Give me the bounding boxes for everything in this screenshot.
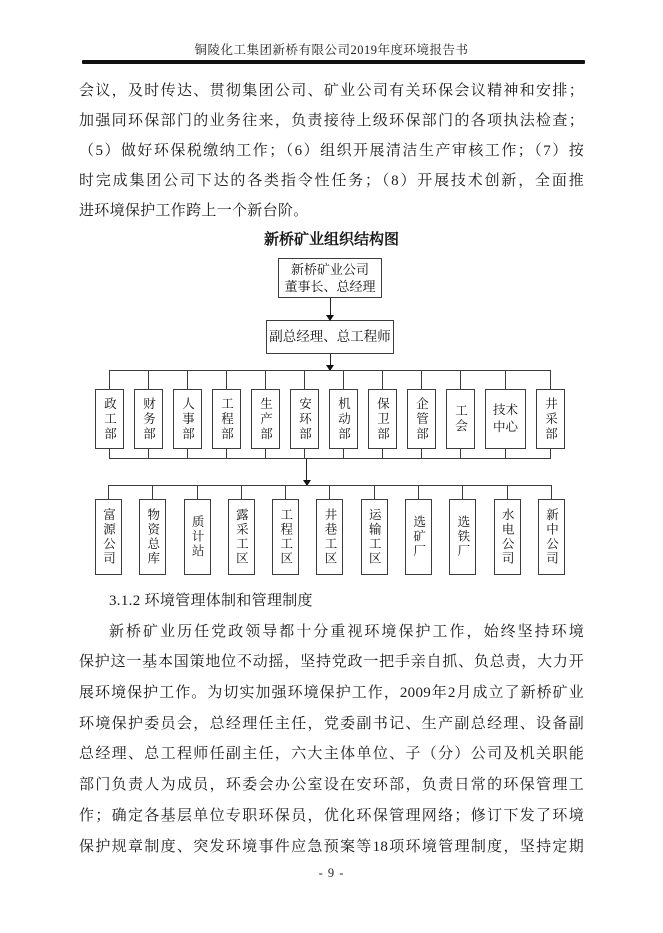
org-box-dept: 工程部 (212, 389, 241, 449)
org-box-unit: 新中公司 (538, 499, 565, 575)
connector-line (550, 370, 551, 389)
header-rule (82, 60, 585, 64)
connector-line (148, 449, 149, 459)
org-unit-cell (316, 485, 343, 575)
org-box-dept: 财务部 (134, 389, 163, 449)
connector-mid (95, 459, 565, 485)
connector-line (505, 370, 506, 389)
org-box-unit: 工程工区 (272, 499, 299, 575)
connector-line (285, 485, 286, 499)
down-arrow (330, 354, 331, 370)
connector-line (304, 370, 305, 389)
org-box-chairman-line1: 新桥矿业公司 (290, 262, 369, 277)
paragraph-line: 作；确定各基层单位专职环保员，优化环保管理网络；修订下发了环境 (79, 807, 584, 824)
connector-line (374, 485, 375, 499)
section-heading: 3.1.2 环境管理体制和管理制度 (109, 593, 313, 609)
connector-line (421, 370, 422, 389)
connector-line (197, 485, 198, 499)
connector-line (152, 485, 153, 499)
org-box-unit: 质计站 (184, 499, 211, 575)
section-312 (79, 586, 584, 862)
org-box-chairman (278, 258, 382, 298)
org-dept-cell (134, 370, 163, 459)
org-box-dept: 井采部 (536, 389, 565, 449)
paragraph-line: 保护这一基本国策地位不动摇，坚持党政一把手亲自抓、负总责，大力开 (79, 654, 584, 671)
org-dept-cell (251, 370, 280, 459)
connector-line (226, 370, 227, 389)
connector-line (382, 370, 383, 389)
org-box-dept: 政工部 (95, 389, 124, 449)
org-dept-cell (368, 370, 397, 459)
org-dept-cell (446, 370, 475, 459)
connector-line (343, 370, 344, 389)
paragraph-line: 部门负责人为成员，环委会办公室设在安环部，负责日常的环保管理工 (79, 777, 584, 794)
down-arrow (306, 459, 307, 485)
connector-line (460, 370, 461, 389)
org-chart-title: 新桥矿业组织结构图 (263, 231, 399, 248)
org-box-unit: 运输工区 (361, 499, 388, 575)
paragraph-line: 加强同环保部门的业务往来，负责接待上级环保部门的各项执法检查； (79, 113, 584, 129)
org-units-row (95, 485, 565, 575)
org-unit-cell (538, 485, 565, 575)
org-unit-cell (139, 485, 166, 575)
connector-line (460, 449, 461, 459)
connector-line (226, 449, 227, 459)
connector-line (343, 449, 344, 459)
connector-line (304, 449, 305, 459)
connector-line (382, 449, 383, 459)
org-box-dept: 保卫部 (368, 389, 397, 449)
connector-line (505, 449, 506, 459)
org-unit-cell (361, 485, 388, 575)
org-unit-cell (494, 485, 521, 575)
connector-line (187, 449, 188, 459)
org-dept-cell (212, 370, 241, 459)
connector-line (507, 485, 508, 499)
org-box-dept: 机动部 (329, 389, 358, 449)
connector-line (550, 449, 551, 459)
paragraph-line: 保护规章制度、突发环境事件应急预案等18项环境管理制度，坚持定期 (79, 838, 584, 855)
org-box-chairman-line2: 董事长、总经理 (284, 279, 376, 294)
org-dept-cell (407, 370, 436, 459)
org-dept-cell (329, 370, 358, 459)
org-box-dept: 技术中心 (485, 389, 526, 449)
org-unit-cell (449, 485, 476, 575)
connector-line (265, 370, 266, 389)
paragraph-line: 新桥矿业历任党政领导都十分重视环境保护工作，始终坚持环境 (109, 623, 584, 640)
org-dept-cell (173, 370, 202, 459)
connector-line (109, 449, 110, 459)
org-box-unit: 井巷工区 (316, 499, 343, 575)
org-unit-cell (228, 485, 255, 575)
connector-line (148, 370, 149, 389)
org-box-dept: 生产部 (251, 389, 280, 449)
org-box-dept: 企管部 (407, 389, 436, 449)
connector-line (265, 449, 266, 459)
org-box-deputy: 副总经理、总工程师 (266, 320, 394, 354)
paragraph-line: 环境保护委员会，总经理任主任，党委副书记、生产副总经理、设备副 (79, 715, 584, 732)
paragraph-line: 展环境保护工作。为切实加强环境保护工作，2009年2月成立了新桥矿业 (79, 685, 584, 702)
org-box-dept: 安环部 (290, 389, 319, 449)
org-dept-cell (290, 370, 319, 459)
connector-line (421, 449, 422, 459)
paragraph-1 (79, 76, 584, 226)
org-dept-cell (95, 370, 124, 459)
org-box-dept: 工会 (446, 389, 475, 449)
org-departments-row (95, 370, 565, 459)
connector-line (551, 485, 552, 499)
connector-line (329, 485, 330, 499)
connector-line (241, 485, 242, 499)
connector-line (418, 485, 419, 499)
org-box-dept: 人事部 (173, 389, 202, 449)
paragraph-line: （5）做好环保税缴纳工作；（6）组织开展清洁生产审核工作；（7）按 (79, 143, 584, 159)
paragraph-line: 总经理、总工程师任副主任，六大主体单位、子（分）公司及机关职能 (79, 746, 584, 763)
org-box-unit: 露采工区 (228, 499, 255, 575)
org-box-unit: 水电公司 (494, 499, 521, 575)
org-box-unit: 物资总库 (139, 499, 166, 575)
down-arrow (330, 298, 331, 320)
connector-line (187, 370, 188, 389)
org-unit-cell (405, 485, 432, 575)
connector-line (109, 370, 110, 389)
org-unit-cell (95, 485, 122, 575)
org-box-unit: 选矿厂 (405, 499, 432, 575)
org-unit-cell (184, 485, 211, 575)
org-unit-cell (272, 485, 299, 575)
paragraph-line: 会议，及时传达、贯彻集团公司、矿业公司有关环保会议精神和安排； (79, 83, 584, 99)
org-dept-cell (485, 370, 526, 459)
page-header-title: 铜陵化工集团新桥有限公司2019年度环境报告书 (194, 43, 469, 57)
org-box-unit: 选铁厂 (449, 499, 476, 575)
paragraph-line: 时完成集团公司下达的各类指令性任务；（8）开展技术创新，全面推 (79, 173, 584, 189)
org-chart (95, 250, 565, 580)
org-box-unit: 富源公司 (95, 499, 122, 575)
page-number: - 9 - (318, 866, 345, 880)
connector-line (108, 485, 109, 499)
connector-line (462, 485, 463, 499)
org-dept-cell (536, 370, 565, 459)
paragraph-line: 进环境保护工作跨上一个新台阶。 (79, 203, 309, 219)
